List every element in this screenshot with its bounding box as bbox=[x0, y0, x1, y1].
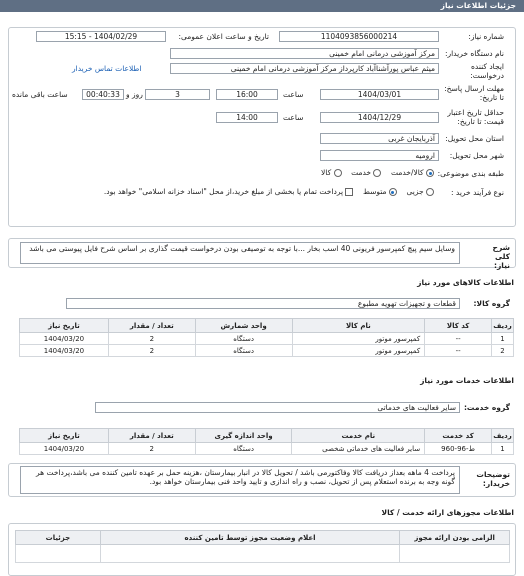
table-cell: 2 bbox=[108, 345, 195, 357]
col-header: ردیف bbox=[492, 319, 514, 333]
col-header: ردیف bbox=[492, 429, 514, 443]
payment-note: پرداخت تمام یا بخشی از مبلغ خرید،از محل "اسناد خزانه اسلامی" خواهد بود. bbox=[103, 187, 344, 196]
services-group-label: گروه خدمت: bbox=[463, 403, 510, 412]
table-cell: 1404/03/20 bbox=[20, 345, 109, 357]
category-radio-service[interactable] bbox=[373, 169, 381, 177]
need-number-label: شماره نیاز: bbox=[468, 32, 504, 41]
page-header bbox=[0, 0, 524, 12]
process-option-label: جزیی bbox=[406, 187, 424, 196]
treasury-checkbox[interactable] bbox=[345, 188, 353, 196]
table-cell bbox=[400, 545, 510, 563]
page-title: جزئیات اطلاعات نیاز bbox=[440, 1, 516, 10]
time-remaining-field: 00:40:33 bbox=[82, 89, 124, 100]
validity-time-label: ساعت bbox=[283, 113, 304, 122]
remaining-label: ساعت باقی مانده bbox=[12, 90, 68, 99]
description-field: وسایل سیم پیچ کمپرسور فریونی 40 اسب بخار ...با توجه به توصیفی بودن درخواست قیمت گذاری بر اساس شرح فایل پیوستی می باشد bbox=[20, 242, 460, 264]
col-header: تاریخ نیاز bbox=[20, 319, 109, 333]
table-cell: 1404/03/20 bbox=[20, 333, 109, 345]
table-row bbox=[16, 545, 510, 563]
validity-time-field[interactable]: 14:00 bbox=[216, 112, 278, 123]
announce-field[interactable]: 1404/02/29 - 15:15 bbox=[36, 31, 166, 42]
col-header: نام خدمت bbox=[292, 429, 425, 443]
validity-label: حداقل تاریخ اعتبار قیمت: تا تاریخ: bbox=[447, 108, 504, 126]
col-header: کد خدمت bbox=[425, 429, 492, 443]
col-header: نام کالا bbox=[292, 319, 425, 333]
process-options bbox=[104, 187, 434, 196]
table-cell bbox=[100, 545, 399, 563]
days-label: روز و bbox=[126, 90, 143, 99]
table-cell: دستگاه bbox=[195, 333, 292, 345]
table-cell: کمپرسور موتور bbox=[292, 345, 425, 357]
province-label: استان محل تحویل: bbox=[445, 134, 504, 143]
days-remaining-field: 3 bbox=[145, 89, 210, 100]
table-row bbox=[20, 333, 514, 345]
category-radio-goods[interactable] bbox=[334, 169, 342, 177]
goods-group-label: گروه کالا: bbox=[473, 299, 510, 308]
permits-section-title: اطلاعات مجوزهای ارائه خدمت / کالا bbox=[381, 508, 514, 517]
table-cell: ط-96-960 bbox=[425, 443, 492, 455]
table-cell: 2 bbox=[492, 345, 514, 357]
process-label: نوع فرآیند خرید : bbox=[450, 188, 504, 197]
category-label: طبقه بندی موضوعی: bbox=[437, 169, 504, 178]
col-header: جزئیات bbox=[16, 531, 101, 545]
col-header: واحد شمارش bbox=[195, 319, 292, 333]
goods-table bbox=[19, 318, 514, 357]
need-number-field[interactable]: 1104093856000214 bbox=[279, 31, 439, 42]
table-cell: 1404/03/20 bbox=[20, 443, 109, 455]
category-options bbox=[321, 168, 434, 177]
col-header: تعداد / مقدار bbox=[108, 429, 195, 443]
description-label: شرح کلی نیاز: bbox=[492, 243, 510, 270]
table-cell: دستگاه bbox=[195, 345, 292, 357]
buyer-notes-label: توضیحات خریدار: bbox=[476, 470, 510, 488]
validity-date-field[interactable]: 1404/12/29 bbox=[320, 112, 439, 123]
process-radio-medium[interactable] bbox=[389, 188, 397, 196]
table-cell: -- bbox=[425, 345, 492, 357]
creator-field[interactable]: میثم عباس پورآشناآباد کارپرداز مرکز آموزشی درمانی امام خمینی bbox=[170, 63, 439, 74]
province-field[interactable]: آذربایجان غربی bbox=[320, 133, 439, 144]
table-cell: سایر فعالیت های خدماتی شخصی bbox=[292, 443, 425, 455]
contact-buyer-link[interactable]: اطلاعات تماس خریدار bbox=[72, 64, 142, 73]
creator-label: ایجاد کننده درخواست: bbox=[470, 62, 504, 80]
deadline-time-label: ساعت bbox=[283, 90, 304, 99]
city-field[interactable]: ارومیه bbox=[320, 150, 439, 161]
table-row bbox=[20, 443, 514, 455]
table-cell: دستگاه bbox=[195, 443, 292, 455]
services-group-field: سایر فعالیت های خدماتی bbox=[95, 402, 460, 413]
goods-section-title: اطلاعات کالاهای مورد نیاز bbox=[417, 278, 514, 287]
table-row bbox=[20, 345, 514, 357]
process-radio-minor[interactable] bbox=[426, 188, 434, 196]
table-cell: 1 bbox=[492, 443, 514, 455]
category-option-label: کالا bbox=[321, 168, 332, 177]
permits-table bbox=[15, 530, 510, 563]
col-header: الزامی بودن ارائه مجوز bbox=[400, 531, 510, 545]
col-header: واحد اندازه گیری bbox=[195, 429, 292, 443]
category-option-label: کالا/خدمت bbox=[390, 168, 424, 177]
col-header: کد کالا bbox=[425, 319, 492, 333]
table-cell bbox=[16, 545, 101, 563]
category-option-label: خدمت bbox=[351, 168, 372, 177]
deadline-label: مهلت ارسال پاسخ: تا تاریخ: bbox=[444, 84, 504, 102]
col-header: تعداد / مقدار bbox=[108, 319, 195, 333]
buyer-field[interactable]: مرکز آموزشی درمانی امام خمینی bbox=[170, 48, 439, 59]
table-cell: -- bbox=[425, 333, 492, 345]
col-header: اعلام وضعیت مجوز توسط تامین کننده bbox=[100, 531, 399, 545]
buyer-label: نام دستگاه خریدار: bbox=[444, 49, 504, 58]
category-radio-goods-service[interactable] bbox=[426, 169, 434, 177]
table-cell: 2 bbox=[108, 333, 195, 345]
col-header: تاریخ نیاز bbox=[20, 429, 109, 443]
services-table bbox=[19, 428, 514, 455]
buyer-notes-field: پرداخت 4 ماهه بعداز دریافت کالا وفاکتورمی باشد / تحویل کالا در انبار بیمارستان ،هزینه حمل بر عهده تامین کننده می باشد،پرداخت هر گونه وجه به برنده استعلام پس از تحویل، نصب و راه اندازی و تایید واحد فنی بیمارستان خواهد بود. bbox=[20, 466, 460, 494]
goods-group-field: قطعات و تجهیزات تهویه مطبوع bbox=[66, 298, 460, 309]
table-cell: 1 bbox=[492, 333, 514, 345]
table-cell: 2 bbox=[108, 443, 195, 455]
city-label: شهر محل تحویل: bbox=[449, 151, 504, 160]
announce-label: تاریخ و ساعت اعلان عمومی: bbox=[178, 32, 269, 41]
services-section-title: اطلاعات خدمات مورد نیاز bbox=[420, 376, 514, 385]
deadline-time-field[interactable]: 16:00 bbox=[216, 89, 278, 100]
process-option-label: متوسط bbox=[362, 187, 387, 196]
deadline-date-field[interactable]: 1404/03/01 bbox=[320, 89, 439, 100]
table-cell: کمپرسور موتور bbox=[292, 333, 425, 345]
